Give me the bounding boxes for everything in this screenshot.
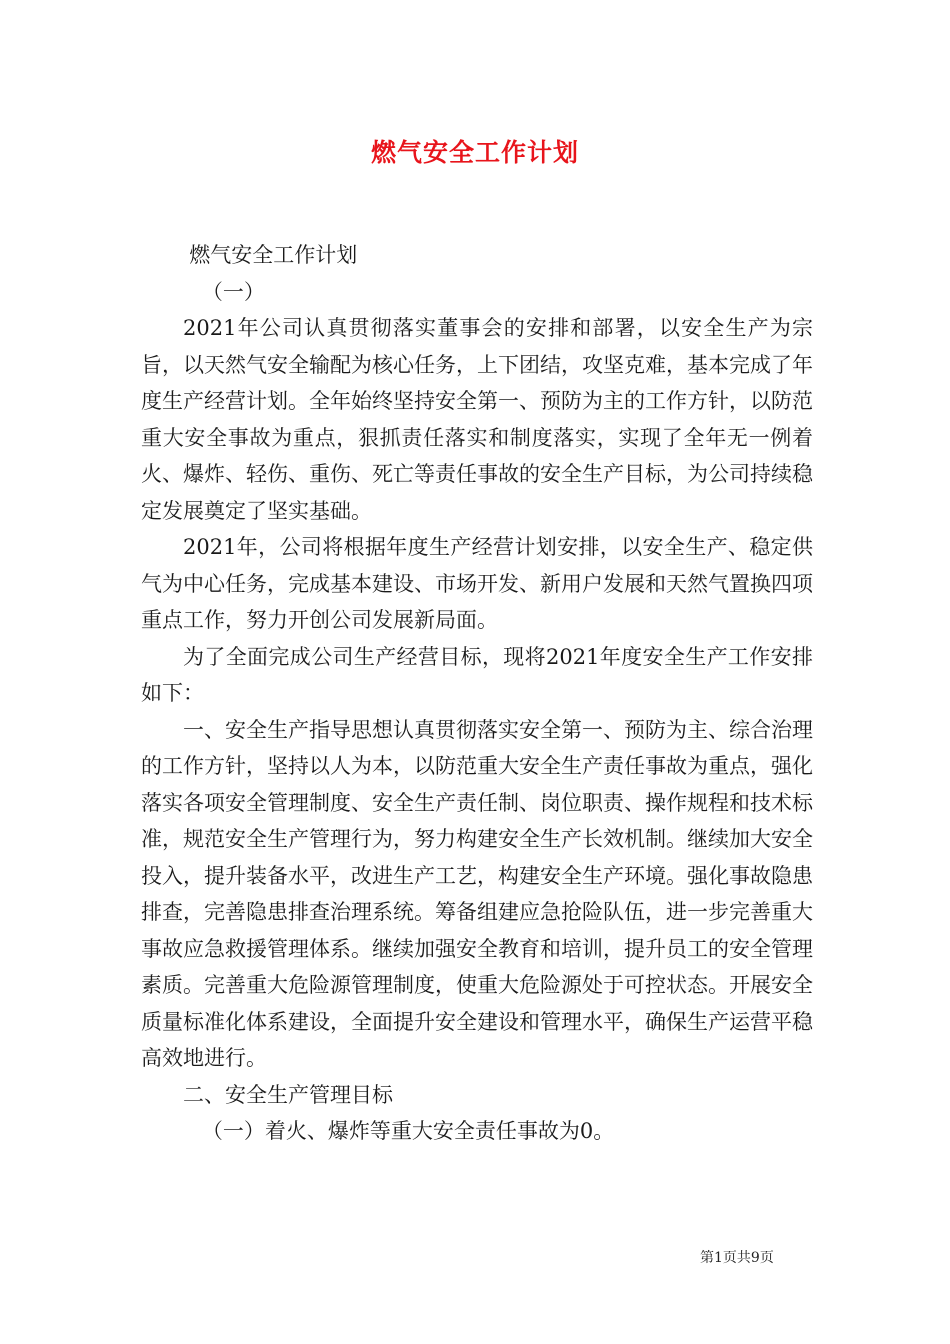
part-label: （一）: [201, 279, 265, 304]
page-number: 第1页共9页: [700, 1250, 774, 1266]
paragraph-3: 为了全面完成公司生产经营目标，现将2021年度安全生产工作安排如下：: [141, 644, 813, 705]
document-body: [141, 237, 813, 1150]
paragraph-4: 一、安全生产指导思想认真贯彻落实安全第一、预防为主、综合治理的工作方针，坚持以人为本，以防范重大安全生产责任事故为重点，强化落实各项安全管理制度、安全生产责任制、岗位职责、操作规程和技术标准，规范安全生产管理行为，努力构建安全生产长效机制。继续加大安全投入，提升装备水平，改进生产工艺，构建安全生产环境。强化事故隐患排查，完善隐患排查治理系统。筹备组建应急抢险队伍，进一步完善重大事故应急救援管理体系。继续加强安全教育和培训，提升员工的安全管理素质。完善重大危险源管理制度，使重大危险源处于可控状态。开展安全质量标准化体系建设，全面提升安全建设和管理水平，确保生产运营平稳高效地进行。: [141, 717, 813, 1070]
section-heading-2: 二、安全生产管理目标: [183, 1082, 393, 1107]
paragraph-2: 2021年，公司将根据年度生产经营计划安排，以安全生产、稳定供气为中心任务，完成基本建设、市场开发、新用户发展和天然气置换四项重点工作，努力开创公司发展新局面。: [141, 535, 813, 632]
goal-item-1: （一）着火、爆炸等重大安全责任事故为0。: [201, 1119, 615, 1143]
paragraph-1: 2021年公司认真贯彻落实董事会的安排和部署，以安全生产为宗旨，以天然气安全输配为核心任务，上下团结，攻坚克难，基本完成了年度生产经营计划。全年始终坚持安全第一、预防为主的工作方针，以防范重大安全事故为重点，狠抓责任落实和制度落实，实现了全年无一例着火、爆炸、轻伤、重伤、死亡等责任事故的安全生产目标，为公司持续稳定发展奠定了坚实基础。: [141, 316, 813, 523]
document-title: 燃气安全工作计划: [370, 138, 579, 167]
document-subtitle: 燃气安全工作计划: [189, 243, 358, 267]
